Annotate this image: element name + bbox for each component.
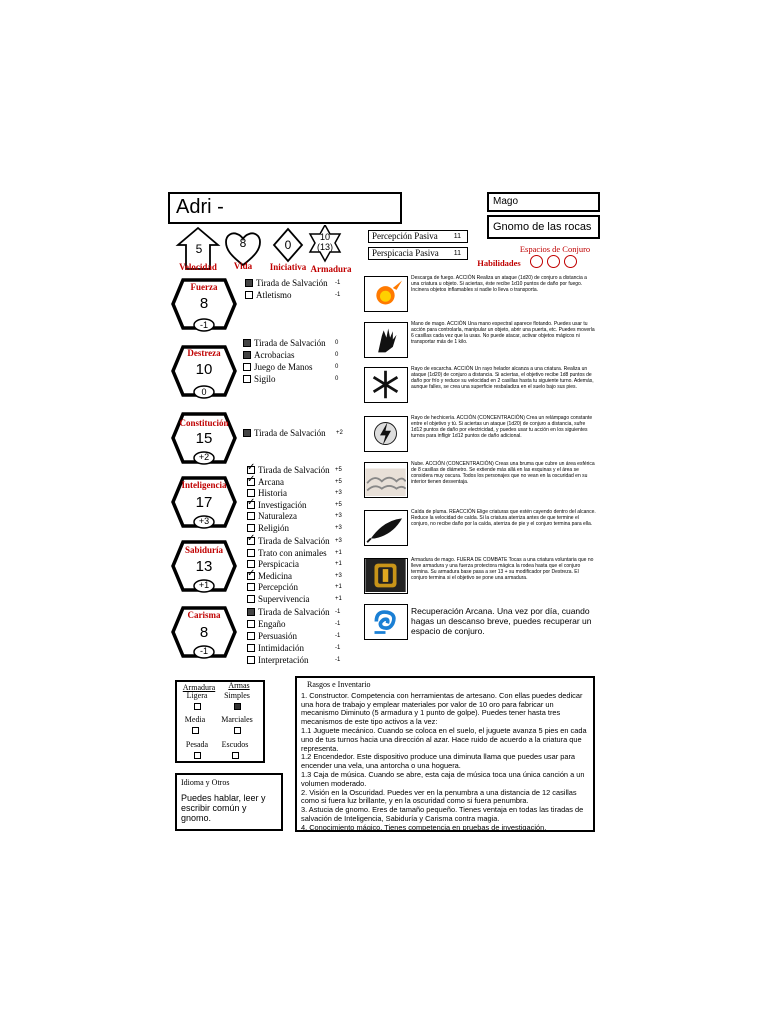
spell-slot-2[interactable]	[547, 255, 560, 268]
skill-label: Religión	[258, 523, 289, 533]
skill-label: Tirada de Salvación	[258, 465, 330, 475]
spell-slot-1[interactable]	[530, 255, 543, 268]
proficiency-label: Marciales	[221, 715, 253, 724]
skill-row-carisma	[247, 643, 304, 654]
skill-value: +5	[335, 467, 342, 473]
skill-label: Persuasión	[258, 631, 297, 641]
trait-line: 1. Constructor. Competencia con herramientas de artesano. Con ellas puedes dedicar una hora de trabajo y emplear materiales por valor de 10 oro para fabricar un mecanismo Diminuto (5 armadura y 1 punto de golpe). Puedes tener hasta tres mecanismos de este tipo activos a la vez:	[301, 690, 583, 727]
character-class[interactable]: Mago	[487, 192, 600, 212]
skill-checkbox[interactable]	[243, 339, 251, 347]
skill-row-carisma	[247, 655, 308, 666]
passive-insight-label: Perspicacia Pasiva	[372, 248, 439, 258]
arcane-recovery-icon	[364, 604, 408, 640]
mage-hand-icon	[364, 322, 408, 358]
skill-value: +1	[335, 550, 342, 556]
skill-value: -1	[335, 280, 341, 286]
stat-mod-carisma: -1	[199, 646, 208, 656]
skill-checkbox[interactable]	[247, 524, 255, 532]
skill-label: Tirada de Salvación	[258, 607, 330, 617]
skill-label: Intimidación	[258, 643, 304, 653]
traits-text[interactable]	[301, 692, 589, 833]
stat-value-constitucion[interactable]: 15	[195, 430, 213, 447]
abilities-label: Habilidades	[477, 258, 521, 268]
skill-row-sabiduria	[247, 536, 330, 547]
skill-value: +1	[335, 584, 342, 590]
proficiency-checkbox[interactable]	[234, 703, 241, 710]
stat-name-fuerza: Fuerza	[190, 282, 218, 292]
skill-checkbox[interactable]	[247, 560, 255, 568]
languages-text[interactable]: Puedes hablar, leer y escribir común y gnomo.	[181, 793, 266, 823]
passive-insight	[368, 247, 468, 260]
spell-description: Armadura de mago. FUERA DE COMBATE Tocas a una criatura voluntaria que no lleve armadura y una fuerza protectora mágica la rodea hasta que el conjuro termina. Su armadura base pasa a ser 13 + su modificador por Destreza. El conjuro termina si el objetivo se pone una armadura.	[411, 557, 594, 581]
proficiency-label: Pesada	[185, 740, 209, 749]
skill-row-constitucion	[243, 428, 326, 439]
skill-row-destreza	[243, 362, 313, 373]
skill-checkbox[interactable]	[247, 644, 255, 652]
feather-icon	[364, 510, 408, 546]
skill-label: Historia	[258, 488, 287, 498]
stat-mod-constitucion: +2	[198, 452, 210, 462]
skill-checkbox[interactable]	[247, 549, 255, 557]
speed-value[interactable]: 5	[195, 242, 203, 256]
skill-checkbox[interactable]	[247, 537, 255, 545]
fog-cloud-icon	[364, 462, 408, 498]
skill-checkbox[interactable]	[247, 466, 255, 474]
stat-value-carisma[interactable]: 8	[199, 624, 209, 641]
skill-label: Acrobacias	[254, 350, 295, 360]
skill-value: +3	[335, 538, 342, 544]
skill-checkbox[interactable]	[245, 291, 253, 299]
skill-value: +3	[335, 490, 342, 496]
armor-label: Armadura	[310, 264, 352, 274]
languages-title: Idioma y Otros	[181, 778, 230, 787]
skill-label: Sigilo	[254, 374, 276, 384]
skill-value: -1	[335, 645, 341, 651]
skill-label: Juego de Manos	[254, 362, 313, 372]
skill-row-inteligencia	[247, 500, 307, 511]
initiative-value[interactable]: 0	[284, 238, 292, 252]
skill-value: +1	[335, 596, 342, 602]
stat-mod-sabiduria: +1	[198, 580, 210, 590]
skill-label: Atletismo	[256, 290, 292, 300]
passive-perception-value[interactable]: 11	[453, 233, 461, 240]
skill-label: Tirada de Salvación	[254, 428, 326, 438]
stat-value-fuerza[interactable]: 8	[199, 295, 209, 312]
skill-row-destreza	[243, 350, 294, 361]
character-name[interactable]: Adri -	[168, 192, 402, 224]
spell-description: Caída de pluma. REACCIÓN Elige criaturas que estén cayendo dentro del alcance. Reduce la velocidad de caída. Si la criatura aterriza antes de que termine el conjuro, no recibe daño por la caída, aterriza de pie y el conjuro termina para ella.	[411, 509, 596, 527]
passive-perception	[368, 230, 468, 243]
skill-value: -1	[335, 633, 341, 639]
skill-row-carisma	[247, 607, 330, 618]
skill-row-carisma	[247, 631, 297, 642]
skill-value: +2	[336, 430, 343, 436]
stat-name-constitucion: Constitución	[179, 418, 229, 428]
skill-label: Medicina	[258, 571, 292, 581]
proficiency-label: Simples	[224, 691, 250, 700]
skill-value: -1	[335, 292, 341, 298]
skill-row-sabiduria	[247, 594, 309, 605]
skill-row-inteligencia	[247, 477, 284, 488]
hp-label: Vida	[233, 261, 253, 271]
weapons-prof-title: Armas	[228, 681, 250, 690]
skill-checkbox[interactable]	[247, 632, 255, 640]
skill-label: Percepción	[258, 582, 298, 592]
skill-checkbox[interactable]	[243, 363, 251, 371]
skill-value: -1	[335, 621, 341, 627]
skill-value: 0	[335, 376, 339, 382]
skill-checkbox[interactable]	[247, 478, 255, 486]
traits-box	[295, 676, 595, 832]
armor-value[interactable]	[311, 232, 339, 252]
trait-line: 3. Astucia de gnomo. Eres de tamaño pequeño. Tienes ventaja en todas las tiradas de salvación de Inteligencia, Sabiduría y Carisma contra magia.	[301, 805, 584, 823]
skill-checkbox[interactable]	[247, 501, 255, 509]
stat-name-inteligencia: Inteligencia	[181, 480, 227, 490]
stat-mod-fuerza: -1	[199, 320, 208, 330]
passive-insight-value[interactable]: 11	[453, 250, 461, 257]
skill-label: Naturaleza	[258, 511, 297, 521]
trait-line: 4. Conocimiento mágico. Tienes competencia en pruebas de investigación.	[301, 822, 547, 832]
skill-value: 0	[335, 352, 339, 358]
spell-slot-3[interactable]	[564, 255, 577, 268]
skill-label: Supervivencia	[258, 594, 310, 604]
spell-slots-label: Espacios de Conjuro	[519, 244, 591, 254]
skill-value: -1	[335, 657, 341, 663]
skill-checkbox[interactable]	[243, 351, 251, 359]
skill-row-sabiduria	[247, 548, 327, 559]
proficiency-checkbox[interactable]	[194, 752, 201, 759]
skill-row-sabiduria	[247, 582, 298, 593]
spell-description: Rayo de escarcha. ACCIÓN Un rayo helador alcanza a una criatura. Realiza un ataque (1d20) de conjuro a distancia. Si aciertas, el objetivo recibe 1d8 puntos de daño por frío y reduce su velocidad en 2 casillas hasta tu siguiente turno. Además, aunque falles, se crea una superficie resbaladiza en el suelo bajo sus pies.	[411, 366, 594, 390]
skill-row-sabiduria	[247, 571, 292, 582]
skill-row-fuerza	[245, 290, 292, 301]
trait-line: 1.3 Caja de música. Cuando se abre, esta caja de música toca una única canción a un volumen moderado.	[301, 769, 585, 788]
skill-label: Interpretación	[258, 655, 309, 665]
lightning-icon	[364, 416, 408, 452]
spell-description: Descarga de fuego. ACCIÓN Realiza un ataque (1d20) de conjuro a distancia a una criatura u objeto. Si aciertas, éste recibe 1d10 puntos de daño por fuego. Incinera objetos inflamables si nadie lo lleva o transporta.	[411, 275, 587, 293]
passive-perception-label: Percepción Pasiva	[372, 231, 438, 241]
skill-value: 0	[335, 340, 339, 346]
mage-armor-icon	[364, 558, 408, 594]
skill-value: 0	[335, 364, 339, 370]
skill-label: Perspicacia	[258, 559, 299, 569]
skill-row-destreza	[243, 338, 326, 349]
skill-label: Trato con animales	[258, 548, 327, 558]
skill-row-inteligencia	[247, 511, 297, 522]
skill-checkbox[interactable]	[247, 489, 255, 497]
languages-box	[175, 773, 283, 831]
skill-value: +5	[335, 502, 342, 508]
trait-line: 2. Visión en la Oscuridad. Puedes ver en la penumbra a una distancia de 12 casillas como si fuera luz brillante, y en la oscuridad como si fuera penumbra.	[301, 787, 577, 806]
character-race[interactable]: Gnomo de las rocas	[487, 215, 600, 239]
armor-prof-title: Armadura	[182, 683, 216, 692]
skill-value: +3	[335, 513, 342, 519]
speed-label: Velocidad	[179, 262, 217, 272]
skill-checkbox[interactable]	[247, 512, 255, 520]
spell-description: Recuperación Arcana. Una vez por día, cuando hagas un descanso breve, puedes recuperar un espacio de conjuro.	[411, 606, 592, 636]
stat-name-destreza: Destreza	[187, 348, 221, 358]
proficiency-checkbox[interactable]	[232, 752, 239, 759]
skill-label: Tirada de Salvación	[256, 278, 328, 288]
skill-value: +1	[335, 561, 342, 567]
stat-name-sabiduria: Sabiduría	[184, 545, 224, 555]
skill-checkbox[interactable]	[245, 279, 253, 287]
skill-checkbox[interactable]	[243, 375, 251, 383]
skill-label: Investigación	[258, 500, 307, 510]
trait-line: 1.1 Juguete mecánico. Cuando se coloca en el suelo, el juguete avanza 5 pies en cada uno de tus turnos hacia una dirección al azar. Hace ruido de acuerdo a la criatura que representa.	[301, 725, 587, 753]
stat-mod-destreza: 0	[201, 387, 207, 397]
proficiency-label: Escudos	[221, 740, 249, 749]
skill-checkbox[interactable]	[247, 656, 255, 664]
armor-value-mage: (13)	[316, 242, 333, 252]
skill-row-carisma	[247, 619, 286, 630]
skill-label: Tirada de Salvación	[258, 536, 330, 546]
skill-checkbox[interactable]	[247, 608, 255, 616]
skill-label: Engaño	[258, 619, 286, 629]
proficiencies-box	[175, 680, 265, 763]
stat-name-carisma: Carisma	[187, 610, 221, 620]
traits-title: Rasgos e Inventario	[307, 680, 371, 689]
skill-label: Tirada de Salvación	[254, 338, 326, 348]
proficiency-checkbox[interactable]	[234, 727, 241, 734]
skill-checkbox[interactable]	[247, 572, 255, 580]
initiative-label: Iniciativa	[269, 262, 307, 272]
fire-bolt-icon	[364, 276, 408, 312]
proficiency-checkbox[interactable]	[192, 727, 199, 734]
snowflake-icon	[364, 367, 408, 403]
skill-checkbox[interactable]	[243, 429, 251, 437]
stat-value-inteligencia[interactable]: 17	[195, 494, 213, 511]
stat-value-destreza[interactable]: 10	[195, 361, 213, 378]
armor-value-base: 10	[319, 232, 330, 242]
skill-value: +3	[335, 525, 342, 531]
trait-line: 1.2 Encendedor. Este dispositivo produce una diminuta llama que puedes usar para encender una vela, una antorcha o una hoguera.	[301, 752, 576, 771]
hp-value[interactable]: 8	[239, 236, 247, 250]
proficiency-label: Ligera	[186, 691, 208, 700]
spell-description: Mano de mago. ACCIÓN Una mano espectral aparece flotando. Puedes usar tu acción para controlarla, manipular un objeto, abrir una puerta, etc. Puedes moverla 6 casillas cada vez que la usas. No puede atacar, activar objetos mágicos ni transportar más de 1 kilo.	[411, 321, 595, 345]
skill-checkbox[interactable]	[247, 620, 255, 628]
skill-value: +3	[335, 573, 342, 579]
proficiency-label: Media	[184, 715, 206, 724]
skill-row-destreza	[243, 374, 276, 385]
skill-value: -1	[335, 609, 341, 615]
skill-row-inteligencia	[247, 465, 330, 476]
skill-row-fuerza	[245, 278, 328, 289]
skill-label: Arcana	[258, 477, 284, 487]
skill-checkbox[interactable]	[247, 583, 255, 591]
proficiency-checkbox[interactable]	[194, 703, 201, 710]
stat-value-sabiduria[interactable]: 13	[195, 558, 213, 575]
stat-mod-inteligencia: +3	[198, 516, 210, 526]
skill-checkbox[interactable]	[247, 595, 255, 603]
spell-description: Nube. ACCIÓN (CONCENTRACIÓN) Creas una bruma que cubre un área esférica de 8 casillas de diámetro. Se extiende más allá en las esquinas y el área se considera muy oscura. Todos los personajes que no vean en la oscuridad en su interior tienen desventaja.	[411, 461, 595, 485]
spell-description: Rayo de hechicería. ACCIÓN (CONCENTRACIÓN) Crea un relámpago constante entre el objetivo y tú. Si aciertas un ataque (1d20) de conjuro a distancia, sufre 1d12 puntos de daño por electricidad, y puedes usar tu acción en los siguientes turnos para infligir 1d12 puntos de daño adicional.	[411, 415, 593, 439]
skill-value: +5	[335, 479, 342, 485]
